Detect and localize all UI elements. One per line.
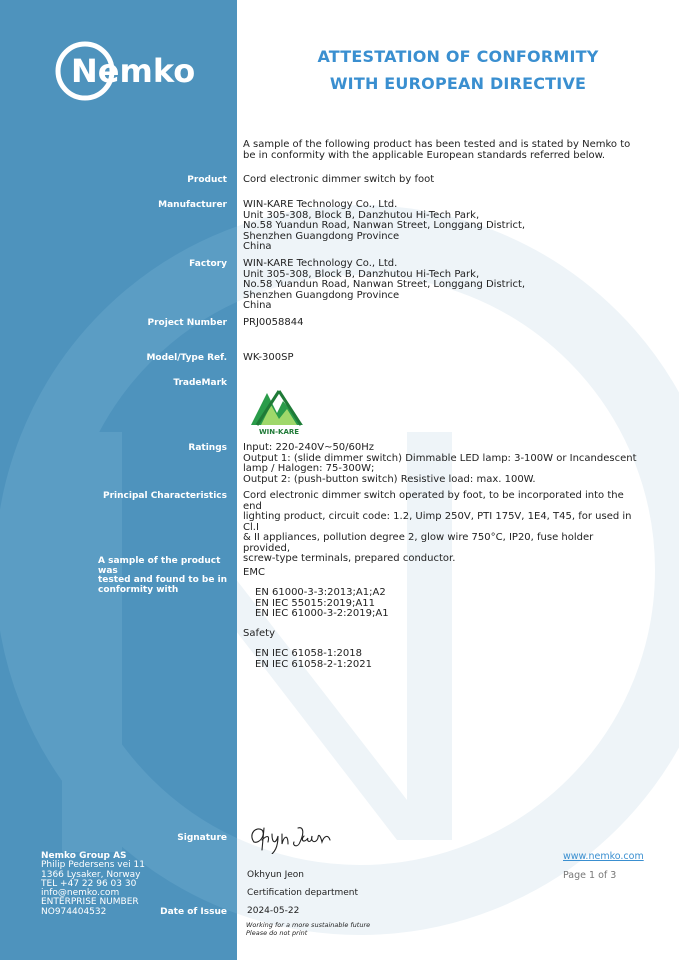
factory-value: WIN-KARE Technology Co., Ltd. Unit 305-308, Block B, Danzhutou Hi-Tech Park, No.58 Yuandun Road, Nanwan Street, Longgang District, Shenzhen Guangdong Province China [243,258,526,311]
signatory-department: Certification department [247,888,359,898]
company-address-1: Philip Pedersens vei 11 [41,860,145,871]
trademark-logo [243,379,316,437]
manufacturer-label: Manufacturer [158,200,227,210]
sustainability-note: Working for a more sustainable future Please do not print [246,921,371,937]
emc-standards: EN 61000-3-3:2013;A1;A2 EN IEC 55015:2019;A11 EN IEC 61000-3-2:2019;A1 [255,587,389,619]
trademark-label: TradeMark [173,378,227,388]
trademark-text: WIN-KARE [258,428,300,436]
company-info [41,852,145,917]
company-email[interactable]: info@nemko.com [41,888,120,899]
logo-text: Nemko [71,52,196,90]
signatory-name: Okhyun Jeon [247,870,304,880]
company-name: Nemko Group AS [41,851,127,861]
product-label: Product [187,175,227,185]
model-value: WK-300SP [243,352,294,363]
principal-characteristics-label: Principal Characteristics [103,491,227,501]
watermark-left [0,0,237,960]
intro-text: A sample of the following product has been tested and is stated by Nemko to be in conformity with the applicable European standards referred below. [243,139,631,161]
nemko-logo [54,40,204,102]
page-number: Page 1 of 3 [563,870,617,881]
website-link[interactable]: www.nemko.com [563,851,644,862]
manufacturer-value: WIN-KARE Technology Co., Ltd. Unit 305-308, Block B, Danzhutou Hi-Tech Park, No.58 Yuandun Road, Nanwan Street, Longgang District, Shenzhen Guangdong Province China [243,199,526,252]
company-address-2: 1366 Lysaker, Norway [41,869,141,880]
company-tel: TEL +47 22 96 03 30 [41,878,137,889]
date-of-issue-label: Date of Issue [160,907,227,917]
product-value: Cord electronic dimmer switch by foot [243,174,435,185]
ratings-label: Ratings [188,443,227,453]
ratings-value: Input: 220-240V~50/60Hz Output 1: (slide dimmer switch) Dimmable LED lamp: 3-100W or Incandescent lamp / Halogen: 75-300W; Output 2: (push-button switch) Resistive load: max. 100W. [243,442,637,485]
signature-image [246,820,336,854]
principal-characteristics-value: Cord electronic dimmer switch operated by foot, to be incorporated into the end lighting product, circuit code: 1.2, Uimp 250V, PTI 175V, 1E4, T45, for used in Cl.I & II appliances, pollution degree 2, glow wire 750°C, IP20, fuse holder provided, screw-type terminals, prepared conductor. [243,490,632,564]
left-sidebar [0,0,237,960]
safety-heading: Safety [243,628,275,639]
signature-label: Signature [177,833,227,843]
emc-heading: EMC [243,567,265,578]
safety-standards: EN IEC 61058-1:2018 EN IEC 61058-2-1:2021 [255,648,372,670]
title-line-2: WITH EUROPEAN DIRECTIVE [329,74,587,93]
conformity-label: A sample of the product was tested and found to be in conformity with [98,556,228,595]
date-of-issue-value: 2024-05-22 [247,906,300,916]
enterprise-number: NO974404532 [41,906,107,917]
project-number-value: PRJ0058844 [243,317,304,328]
factory-label: Factory [189,259,227,269]
title-line-1: ATTESTATION OF CONFORMITY [317,47,599,66]
model-label: Model/Type Ref. [146,353,227,363]
project-number-label: Project Number [147,318,227,328]
enterprise-label: ENTERPRISE NUMBER [41,897,139,908]
